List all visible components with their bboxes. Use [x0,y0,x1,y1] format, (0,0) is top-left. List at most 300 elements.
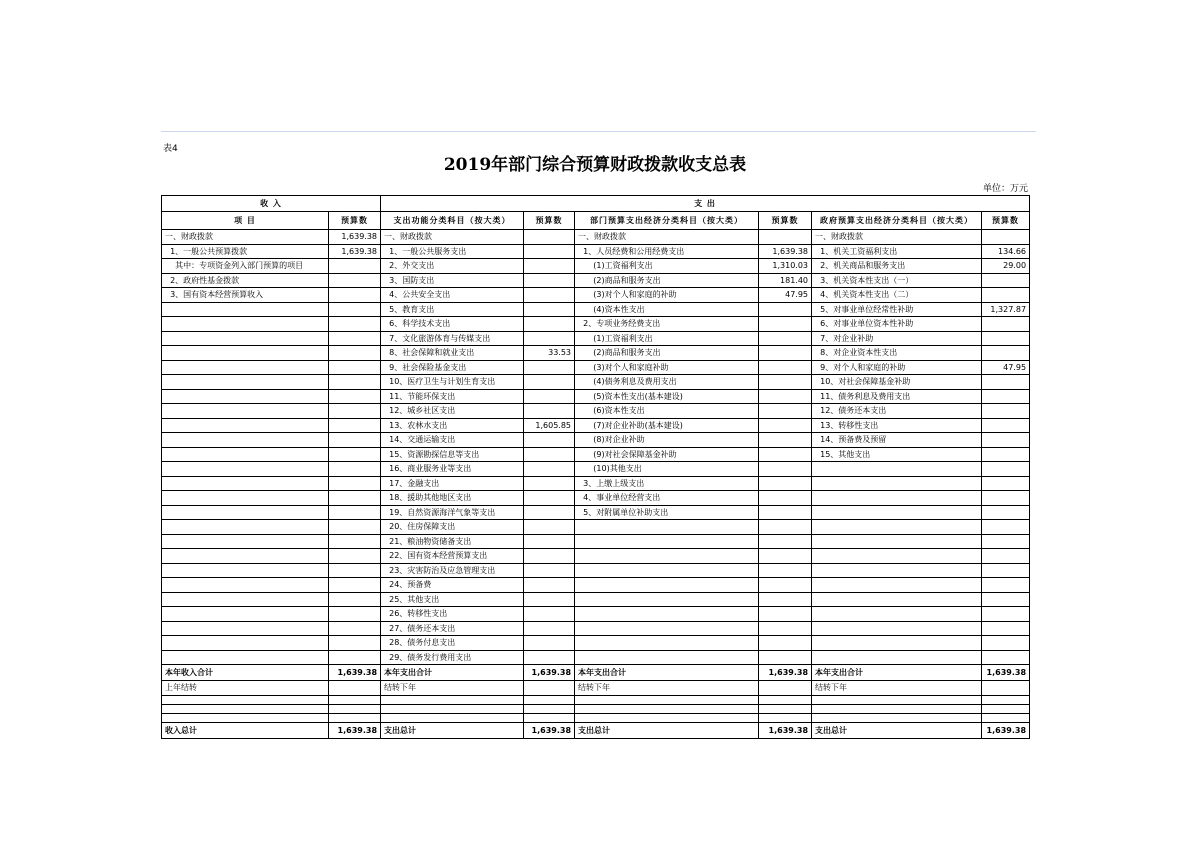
budget-cell [524,404,575,419]
budget-cell [982,549,1030,564]
table-row [162,520,1030,535]
item-cell [812,713,982,722]
budget-cell [329,636,381,651]
budget-cell [759,621,812,636]
item-cell [812,476,982,491]
budget-cell [759,404,812,419]
budget-cell [759,346,812,361]
budget-cell [759,360,812,375]
item-cell: (1)工资福利支出 [575,331,759,346]
budget-cell: 1,639.38 [759,244,812,259]
budget-cell [982,447,1030,462]
table-row [162,288,1030,303]
budget-cell [524,230,575,245]
budget-cell: 33.53 [524,346,575,361]
item-cell [812,636,982,651]
budget-cell [982,346,1030,361]
item-cell [812,520,982,535]
budget-cell [524,578,575,593]
item-cell: 7、文化旅游体育与传媒支出 [381,331,524,346]
col-dept-econ-header: 部门预算支出经济分类科目（按大类） [575,212,759,230]
budget-cell [982,563,1030,578]
budget-cell [329,491,381,506]
budget-cell [982,404,1030,419]
budget-cell [329,375,381,390]
budget-cell [759,433,812,448]
item-cell [162,563,329,578]
budget-cell [329,389,381,404]
budget-cell: 47.95 [982,360,1030,375]
budget-cell [524,331,575,346]
item-cell [575,704,759,713]
item-cell: 29、债务发行费用支出 [381,650,524,665]
item-cell: 18、援助其他地区支出 [381,491,524,506]
budget-cell [982,621,1030,636]
item-cell: 上年结转 [162,681,329,696]
table-body [162,230,1030,739]
budget-cell: 1,605.85 [524,418,575,433]
budget-cell [759,520,812,535]
item-cell [162,650,329,665]
item-cell: 6、科学技术支出 [381,317,524,332]
table-row [162,563,1030,578]
item-cell: (4)资本性支出 [575,302,759,317]
item-cell: 一、财政拨款 [575,230,759,245]
item-cell [575,713,759,722]
item-cell: 17、金融支出 [381,476,524,491]
item-cell [162,491,329,506]
budget-cell: 1,639.38 [759,665,812,681]
budget-cell [329,713,381,722]
budget-cell: 1,639.38 [524,722,575,738]
item-cell: 支出总计 [575,722,759,738]
col-budget-header: 预算数 [759,212,812,230]
budget-cell [524,636,575,651]
item-cell [381,704,524,713]
item-cell: 2、外交支出 [381,259,524,274]
budget-cell [982,375,1030,390]
item-cell [162,418,329,433]
item-cell: 11、节能环保支出 [381,389,524,404]
col-budget-header: 预算数 [982,212,1030,230]
item-cell: 5、对事业单位经常性补助 [812,302,982,317]
budget-cell [759,607,812,622]
table-row [162,302,1030,317]
budget-cell [759,447,812,462]
item-cell [162,578,329,593]
budget-cell [329,288,381,303]
budget-cell [329,681,381,696]
item-cell [575,650,759,665]
budget-cell [524,389,575,404]
table-row [162,331,1030,346]
budget-cell: 47.95 [759,288,812,303]
item-cell [575,563,759,578]
item-cell [162,346,329,361]
budget-cell [329,607,381,622]
item-cell: 20、住房保障支出 [381,520,524,535]
item-cell [162,636,329,651]
budget-cell [329,331,381,346]
budget-cell [759,302,812,317]
budget-cell [524,375,575,390]
table-row [162,578,1030,593]
table-row [162,259,1030,274]
budget-cell [759,476,812,491]
table-row [162,505,1030,520]
col-func-header: 支出功能分类科目（按大类） [381,212,524,230]
table-row [162,447,1030,462]
item-cell [812,563,982,578]
budget-cell [524,259,575,274]
item-cell: 3、机关资本性支出（一） [812,273,982,288]
budget-cell [982,607,1030,622]
budget-cell [329,505,381,520]
item-cell [575,592,759,607]
item-cell: 1、一般公共预算拨款 [162,244,329,259]
item-cell: 本年收入合计 [162,665,329,681]
budget-cell [329,433,381,448]
item-cell: 1、机关工资福利支出 [812,244,982,259]
budget-cell [524,288,575,303]
item-cell: 7、对企业补助 [812,331,982,346]
budget-cell: 29.00 [982,259,1030,274]
table-row [162,636,1030,651]
budget-cell [524,302,575,317]
item-cell: 5、对附属单位补助支出 [575,505,759,520]
budget-cell [759,331,812,346]
table-row [162,621,1030,636]
item-cell: 4、公共安全支出 [381,288,524,303]
budget-cell [524,607,575,622]
item-cell: 8、对企业资本性支出 [812,346,982,361]
budget-cell: 1,639.38 [524,665,575,681]
budget-cell [982,331,1030,346]
item-cell: 13、转移性支出 [812,418,982,433]
table-row [162,665,1030,681]
item-cell [162,704,329,713]
budget-cell [759,650,812,665]
budget-cell [329,360,381,375]
item-cell [812,704,982,713]
budget-cell [524,244,575,259]
item-cell: 22、国有资本经营预算支出 [381,549,524,564]
budget-cell [759,534,812,549]
budget-cell [329,346,381,361]
item-cell: 3、上缴上级支出 [575,476,759,491]
item-cell: 25、其他支出 [381,592,524,607]
budget-cell [329,592,381,607]
budget-cell [982,230,1030,245]
budget-table [161,195,1030,739]
unit-label: 单位：万元 [982,184,1028,194]
item-cell: 结转下年 [812,681,982,696]
header-row-1 [162,196,1030,212]
item-cell: (6)资本性支出 [575,404,759,419]
table-row [162,695,1030,704]
sheet-top-border [161,131,1036,132]
budget-cell [759,462,812,477]
item-cell: 其中：专项资金列入部门预算的项目 [162,259,329,274]
table-row [162,462,1030,477]
budget-cell [982,317,1030,332]
item-cell: 一、财政拨款 [162,230,329,245]
budget-cell [524,433,575,448]
item-cell: (3)对个人和家庭的补助 [575,288,759,303]
table-row [162,713,1030,722]
item-cell: 21、粮油物资储备支出 [381,534,524,549]
item-cell [812,695,982,704]
table-label: 表4 [163,144,178,154]
item-cell: 27、债务还本支出 [381,621,524,636]
budget-cell: 1,639.38 [759,722,812,738]
budget-cell [329,476,381,491]
item-cell: 结转下年 [381,681,524,696]
item-cell: 4、机关资本性支出（二） [812,288,982,303]
item-cell: 2、机关商品和服务支出 [812,259,982,274]
item-cell: 1、一般公共服务支出 [381,244,524,259]
item-cell: 24、预备费 [381,578,524,593]
item-cell: (2)商品和服务支出 [575,346,759,361]
item-cell: 2、专项业务经费支出 [575,317,759,332]
budget-cell [524,592,575,607]
budget-cell [524,549,575,564]
budget-cell [329,520,381,535]
item-cell [162,462,329,477]
budget-cell [329,447,381,462]
item-cell: 10、医疗卫生与计划生育支出 [381,375,524,390]
budget-cell: 1,639.38 [982,722,1030,738]
item-cell: (2)商品和服务支出 [575,273,759,288]
table-row [162,244,1030,259]
item-cell [812,578,982,593]
item-cell [162,695,329,704]
budget-cell [982,636,1030,651]
item-cell: 4、事业单位经营支出 [575,491,759,506]
table-row [162,346,1030,361]
item-cell [162,360,329,375]
budget-cell [524,704,575,713]
budget-cell: 1,639.38 [329,722,381,738]
budget-cell [982,433,1030,448]
item-cell: 3、国防支出 [381,273,524,288]
table-row [162,607,1030,622]
item-cell [162,549,329,564]
budget-cell: 1,639.38 [982,665,1030,681]
item-cell: 一、财政拨款 [381,230,524,245]
item-cell [575,636,759,651]
item-cell: 26、转移性支出 [381,607,524,622]
table-row [162,404,1030,419]
item-cell [162,505,329,520]
item-cell: 23、灾害防治及应急管理支出 [381,563,524,578]
budget-cell [524,273,575,288]
item-cell [162,375,329,390]
item-cell: 支出总计 [381,722,524,738]
table-row [162,491,1030,506]
item-cell: (10)其他支出 [575,462,759,477]
item-cell: 10、对社会保障基金补助 [812,375,982,390]
budget-cell [759,704,812,713]
budget-cell: 1,310.03 [759,259,812,274]
table-row [162,592,1030,607]
budget-cell [759,592,812,607]
header-row-2 [162,212,1030,230]
budget-cell [759,695,812,704]
budget-cell [329,695,381,704]
budget-cell [524,650,575,665]
budget-cell [759,578,812,593]
expense-header: 支 出 [381,196,1030,212]
item-cell [812,462,982,477]
table-row [162,549,1030,564]
item-cell [162,302,329,317]
item-cell: 结转下年 [575,681,759,696]
budget-cell: 1,639.38 [329,665,381,681]
budget-cell [759,563,812,578]
budget-cell [329,534,381,549]
item-cell: 16、商业服务业等支出 [381,462,524,477]
budget-cell [524,534,575,549]
item-cell: 9、社会保险基金支出 [381,360,524,375]
budget-cell [524,505,575,520]
item-cell: 本年支出合计 [575,665,759,681]
table-row [162,704,1030,713]
budget-cell [982,592,1030,607]
budget-cell [982,418,1030,433]
item-cell: 15、其他支出 [812,447,982,462]
item-cell [812,607,982,622]
item-cell: 3、国有资本经营预算收入 [162,288,329,303]
table-row [162,418,1030,433]
item-cell: 13、农林水支出 [381,418,524,433]
table-row [162,375,1030,390]
budget-cell [329,578,381,593]
budget-cell [982,534,1030,549]
item-cell [162,713,329,722]
table-row [162,433,1030,448]
budget-cell [759,549,812,564]
item-cell: (1)工资福利支出 [575,259,759,274]
item-cell [575,549,759,564]
item-cell [575,520,759,535]
budget-cell [524,621,575,636]
item-cell [812,505,982,520]
table-row [162,681,1030,696]
table-row [162,389,1030,404]
item-cell: 5、教育支出 [381,302,524,317]
budget-cell [759,317,812,332]
item-cell [162,607,329,622]
budget-cell [759,636,812,651]
item-cell: 28、债务付息支出 [381,636,524,651]
item-cell [162,389,329,404]
item-cell [812,621,982,636]
item-cell [162,447,329,462]
budget-cell [524,713,575,722]
budget-cell [759,505,812,520]
item-cell: 11、债务利息及费用支出 [812,389,982,404]
item-cell [162,621,329,636]
table-row [162,360,1030,375]
budget-cell [759,230,812,245]
item-cell [162,592,329,607]
item-cell: 8、社会保障和就业支出 [381,346,524,361]
table-row [162,722,1030,738]
budget-cell: 1,327.87 [982,302,1030,317]
item-cell [575,607,759,622]
budget-cell [982,476,1030,491]
budget-cell [329,273,381,288]
budget-cell [524,360,575,375]
item-cell: 14、预备费及预留 [812,433,982,448]
col-gov-econ-header: 政府预算支出经济分类科目（按大类） [812,212,982,230]
item-cell [162,433,329,448]
budget-cell [759,389,812,404]
col-budget-header: 预算数 [329,212,381,230]
item-cell [575,534,759,549]
budget-cell: 1,639.38 [329,230,381,245]
budget-cell [982,273,1030,288]
budget-cell [982,650,1030,665]
budget-cell [759,491,812,506]
item-cell [162,317,329,332]
budget-cell [759,713,812,722]
item-cell: 本年支出合计 [812,665,982,681]
budget-cell: 134.66 [982,244,1030,259]
budget-cell [329,650,381,665]
item-cell: 14、交通运输支出 [381,433,524,448]
budget-cell [329,418,381,433]
budget-cell [759,681,812,696]
item-cell: 19、自然资源海洋气象等支出 [381,505,524,520]
budget-cell [759,418,812,433]
item-cell: 12、债务还本支出 [812,404,982,419]
budget-cell [524,317,575,332]
item-cell [575,695,759,704]
item-cell [162,534,329,549]
budget-cell [982,462,1030,477]
item-cell: 本年支出合计 [381,665,524,681]
item-cell: 支出总计 [812,722,982,738]
income-header: 收 入 [162,196,381,212]
budget-cell [524,462,575,477]
budget-cell [329,317,381,332]
item-cell: (3)对个人和家庭补助 [575,360,759,375]
item-cell: 2、政府性基金拨款 [162,273,329,288]
table-row [162,650,1030,665]
table-row [162,230,1030,245]
col-budget-header: 预算数 [524,212,575,230]
item-cell [381,713,524,722]
table-row [162,273,1030,288]
budget-cell [524,476,575,491]
budget-cell [524,447,575,462]
item-cell: 收入总计 [162,722,329,738]
item-cell [162,520,329,535]
budget-cell [982,695,1030,704]
budget-cell [329,462,381,477]
col-item-header: 项 目 [162,212,329,230]
item-cell [381,695,524,704]
item-cell [812,549,982,564]
item-cell: (4)债务利息及费用支出 [575,375,759,390]
budget-cell [524,681,575,696]
budget-cell [982,520,1030,535]
item-cell [162,476,329,491]
item-cell [812,650,982,665]
budget-cell [524,520,575,535]
